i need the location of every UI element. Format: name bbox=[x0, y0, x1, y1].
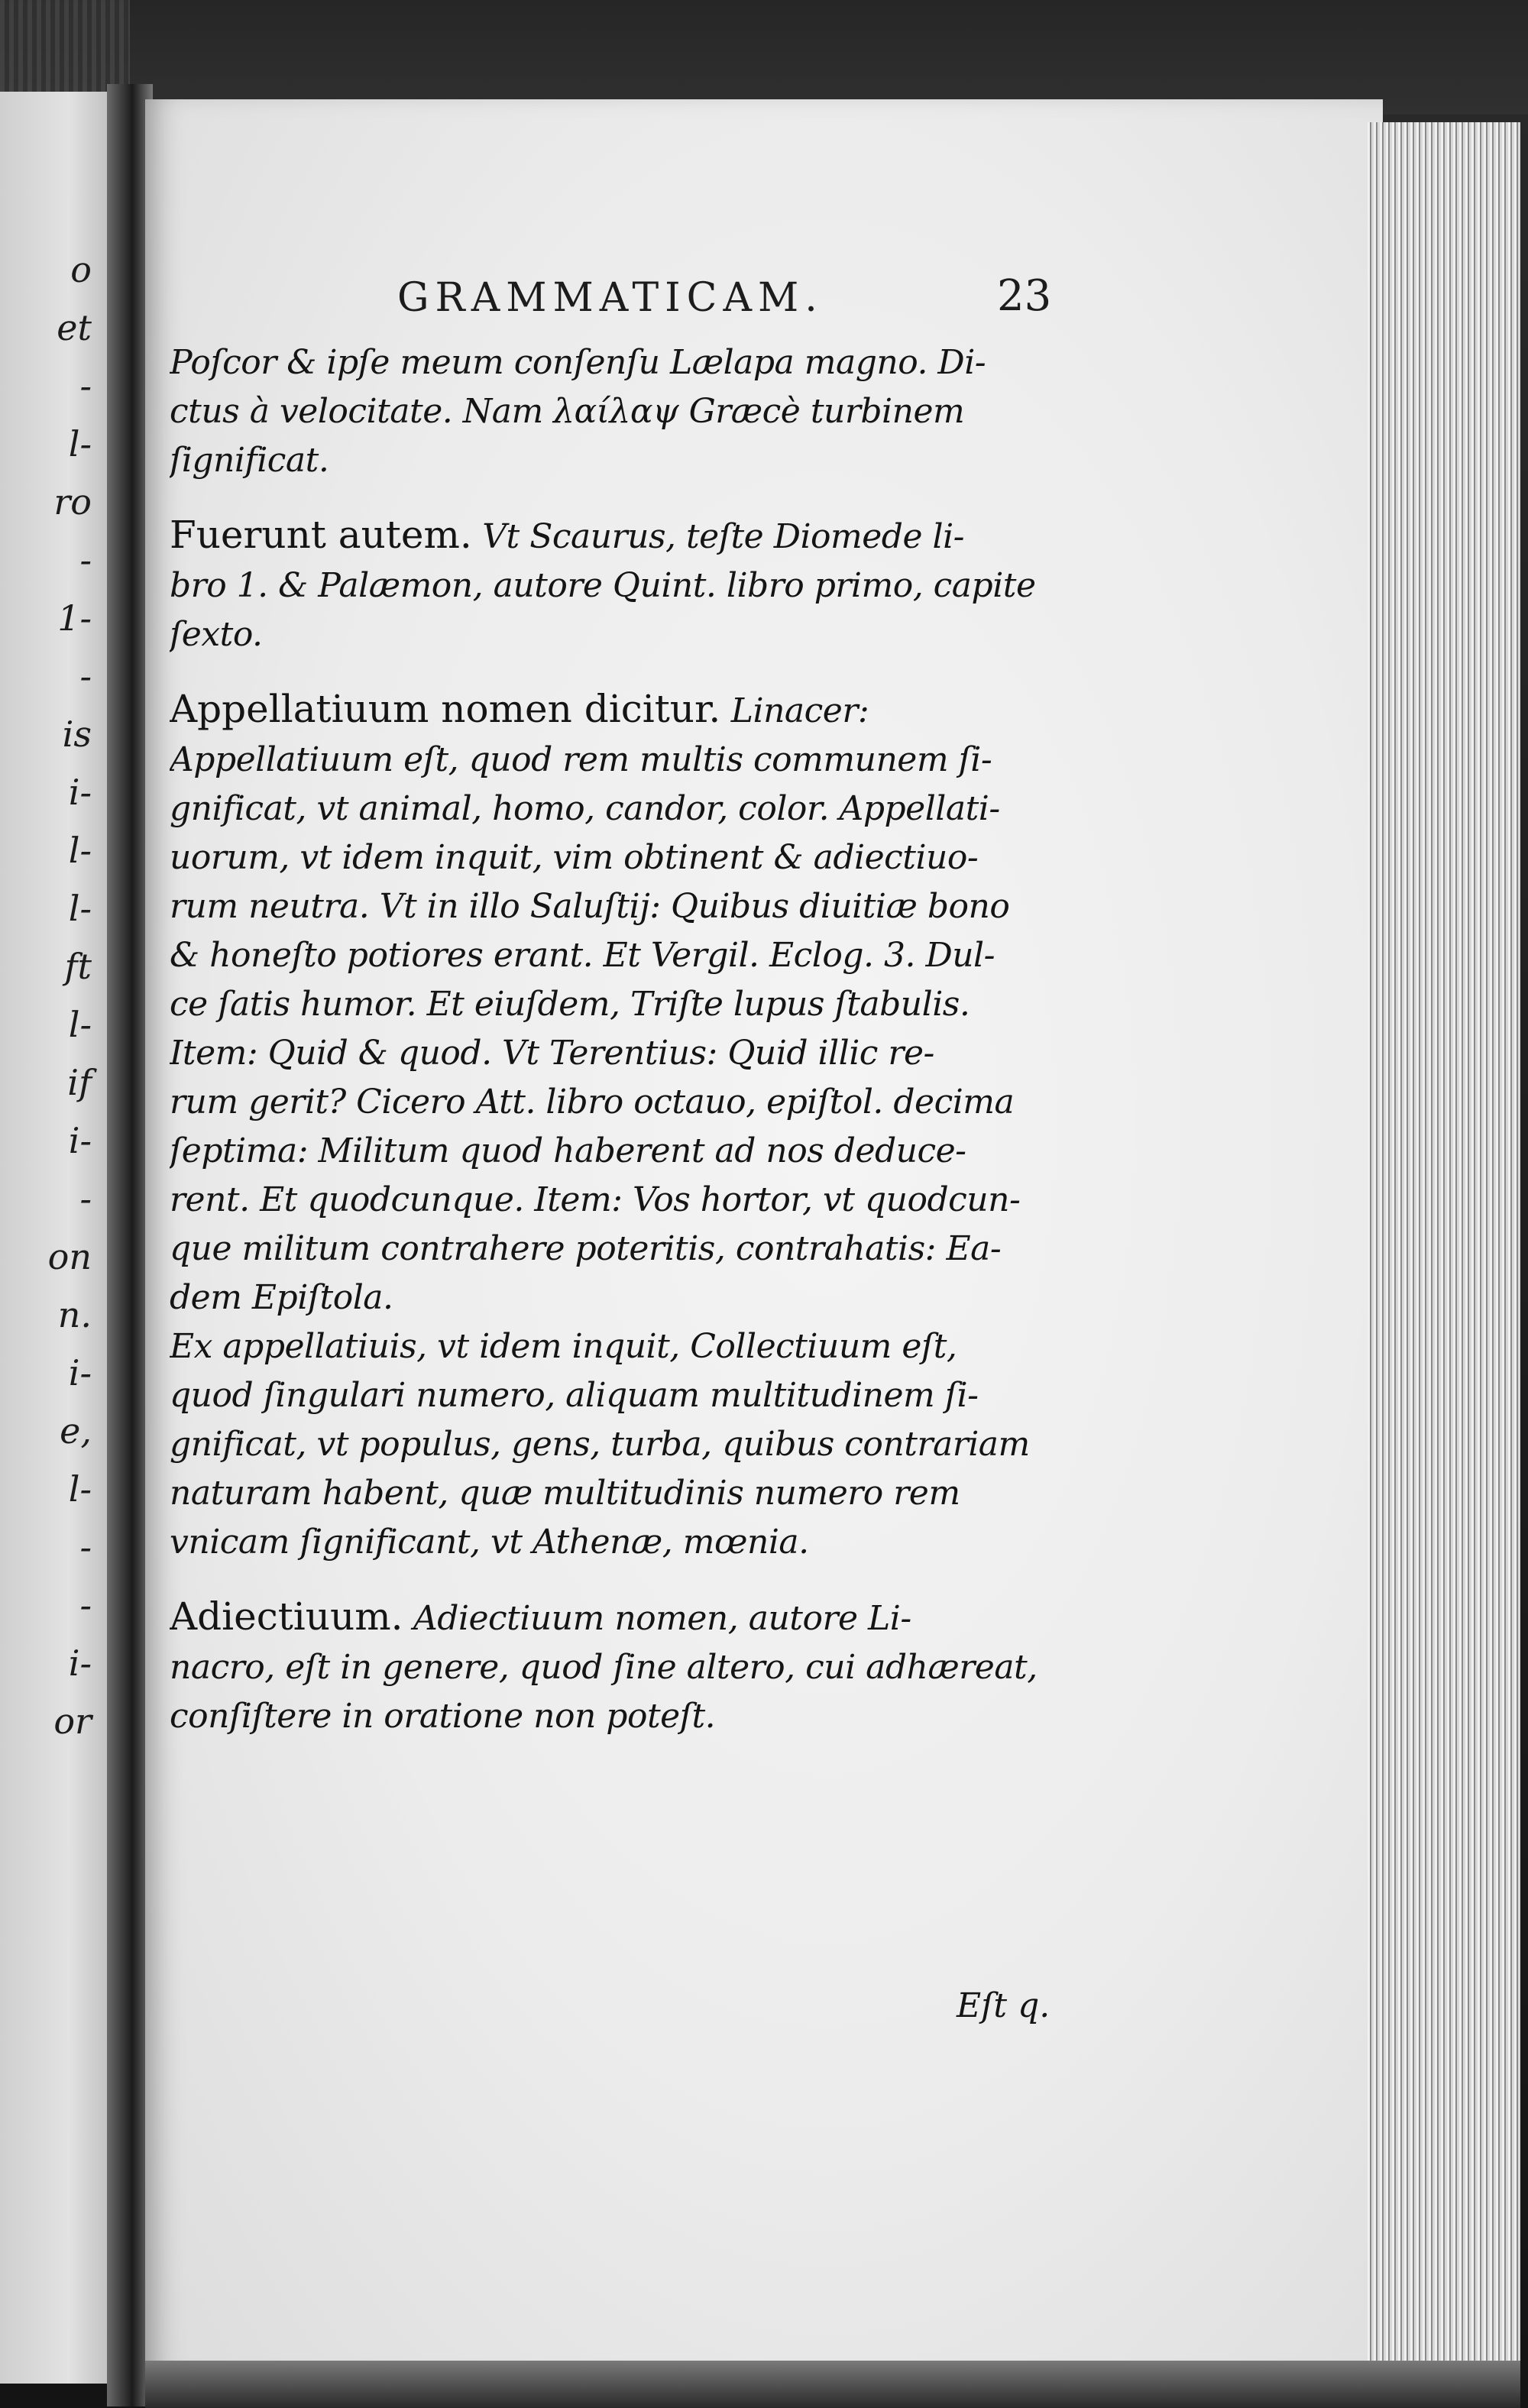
commentary-text: Linacer: bbox=[720, 691, 869, 730]
commentary-text: gnificat, vt animal, homo, candor, color. Appellati- bbox=[170, 789, 1000, 828]
text-line bbox=[170, 782, 1067, 831]
text-line bbox=[170, 1516, 1067, 1565]
commentary-text: uorum, vt idem inquit, vim obtinent & adiectiuo- bbox=[170, 838, 979, 877]
text-line bbox=[170, 685, 1067, 733]
text-line bbox=[170, 559, 1067, 608]
commentary-text: ſexto. bbox=[170, 615, 263, 654]
catchword: Eſt q. bbox=[957, 1986, 1050, 2025]
commentary-text: naturam habent, quæ multitudinis numero rem bbox=[170, 1474, 960, 1513]
commentary-text: gnificat, vt populus, gens, turba, quibus contrariam bbox=[170, 1425, 1030, 1464]
left-page-fragment: - bbox=[79, 1584, 92, 1626]
commentary-text: que militum contrahere poteritis, contrahatis: Ea- bbox=[170, 1229, 1002, 1268]
left-page-fragment: l- bbox=[68, 830, 92, 871]
text-line bbox=[170, 1467, 1067, 1516]
left-page-fragment: n. bbox=[57, 1294, 92, 1335]
paragraph-gap bbox=[170, 657, 1067, 685]
text-line bbox=[170, 1690, 1067, 1739]
left-page-fragment: is bbox=[62, 714, 92, 755]
left-page-fragment: i- bbox=[68, 772, 92, 813]
top-shadow bbox=[0, 0, 1528, 115]
lemma-text: Fuerunt autem. bbox=[170, 513, 472, 557]
commentary-text: rum neutra. Vt in illo Saluſtij: Quibus diuitiæ bono bbox=[170, 887, 1010, 926]
lemma-text: Appellatiuum nomen dicitur. bbox=[170, 687, 721, 731]
left-page-fragment: - bbox=[79, 539, 92, 581]
text-line bbox=[170, 1369, 1067, 1418]
left-page-fragment: or bbox=[53, 1701, 92, 1742]
running-head: GRAMMATICAM. bbox=[397, 275, 824, 321]
left-page-fragment: ft bbox=[64, 946, 92, 987]
text-line bbox=[170, 1173, 1067, 1222]
text-line bbox=[170, 978, 1067, 1027]
text-line bbox=[170, 880, 1067, 929]
commentary-text: ſeptima: Militum quod haberent ad nos deduce- bbox=[170, 1131, 966, 1170]
commentary-text: ctus à velocitate. Nam λαίλαψ Græcè turbinem bbox=[170, 392, 965, 431]
text-line bbox=[170, 733, 1067, 782]
commentary-text: ſignificat. bbox=[170, 441, 329, 480]
paragraph-gap bbox=[170, 1565, 1067, 1592]
left-page-fragment: l- bbox=[68, 888, 92, 929]
left-page-fragment: l- bbox=[68, 423, 92, 464]
left-page-fragment: o bbox=[70, 249, 92, 290]
left-page-fragment: ro bbox=[53, 481, 92, 523]
text-line bbox=[170, 1076, 1067, 1125]
text-line bbox=[170, 1418, 1067, 1467]
left-page-fragment: 1- bbox=[57, 597, 92, 639]
left-page-fragment: - bbox=[79, 655, 92, 697]
left-page-fragment: if bbox=[67, 1062, 92, 1103]
left-page-fragment: - bbox=[79, 1526, 92, 1568]
text-line bbox=[170, 385, 1067, 434]
commentary-text: & honeſto potiores erant. Et Vergil. Eclog. 3. Dul- bbox=[170, 936, 995, 975]
commentary-text: conſiſtere in oratione non poteſt. bbox=[170, 1697, 716, 1736]
left-page-fragment: l- bbox=[68, 1004, 92, 1045]
text-line bbox=[170, 1027, 1067, 1076]
commentary-text: Ex appellatiuis, vt idem inquit, Collectiuum eſt, bbox=[170, 1327, 957, 1366]
text-line bbox=[170, 1222, 1067, 1271]
text-line bbox=[170, 831, 1067, 880]
paragraph-gap bbox=[170, 483, 1067, 510]
text-line bbox=[170, 510, 1067, 559]
commentary-text: Vt Scaurus, teſte Diomede li- bbox=[471, 517, 965, 556]
lemma-text: Adiectiuum. bbox=[170, 1594, 403, 1639]
left-page-fragment: i- bbox=[68, 1643, 92, 1684]
text-line bbox=[170, 608, 1067, 657]
commentary-text: quod ſingulari numero, aliquam multitudinem ſi- bbox=[170, 1376, 979, 1415]
left-page-fragment: - bbox=[79, 1178, 92, 1219]
commentary-text: rum gerit? Cicero Att. libro octauo, epiſtol. decima bbox=[170, 1083, 1015, 1121]
text-line bbox=[170, 929, 1067, 978]
commentary-text: bro 1. & Palæmon, autore Quint. libro primo, capite bbox=[170, 566, 1036, 605]
commentary-text: Item: Quid & quod. Vt Terentius: Quid illic re- bbox=[170, 1034, 934, 1073]
left-page-fragment: - bbox=[79, 365, 92, 406]
left-page-fragment: i- bbox=[68, 1120, 92, 1161]
page-edges-bottom bbox=[145, 2361, 1520, 2408]
text-line bbox=[170, 1125, 1067, 1173]
commentary-text: Adiectiuum nomen, autore Li- bbox=[403, 1599, 911, 1638]
text-line bbox=[170, 336, 1067, 385]
text-line bbox=[170, 1641, 1067, 1690]
commentary-text: dem Epiſtola. bbox=[170, 1278, 393, 1317]
text-line bbox=[170, 1320, 1067, 1369]
left-page bbox=[0, 92, 115, 2384]
commentary-text: Appellatiuum eſt, quod rem multis communem ſi- bbox=[170, 740, 992, 779]
left-page-fragment: i- bbox=[68, 1352, 92, 1393]
left-page-fragment: on bbox=[47, 1236, 92, 1277]
left-page-fragment: et bbox=[57, 307, 92, 348]
commentary-text: ce ſatis humor. Et eiuſdem, Triſte lupus ſtabulis. bbox=[170, 985, 970, 1024]
text-line bbox=[170, 1592, 1067, 1641]
left-page-fragment: l- bbox=[68, 1468, 92, 1510]
commentary-text: rent. Et quodcunque. Item: Vos hortor, vt quodcun- bbox=[170, 1180, 1021, 1219]
commentary-text: Poſcor & ipſe meum conſenſu Lælapa magno. Di- bbox=[170, 343, 986, 382]
commentary-text: nacro, eſt in genere, quod ſine altero, cui adhæreat, bbox=[170, 1648, 1038, 1687]
page-number: 23 bbox=[997, 271, 1052, 321]
text-line bbox=[170, 1271, 1067, 1320]
commentary-text: vnicam ſignificant, vt Athenæ, mœnia. bbox=[170, 1523, 809, 1562]
body-text bbox=[170, 336, 1067, 1739]
page-edges bbox=[1368, 122, 1520, 2384]
left-page-fragment: e, bbox=[60, 1410, 92, 1452]
text-line bbox=[170, 434, 1067, 483]
